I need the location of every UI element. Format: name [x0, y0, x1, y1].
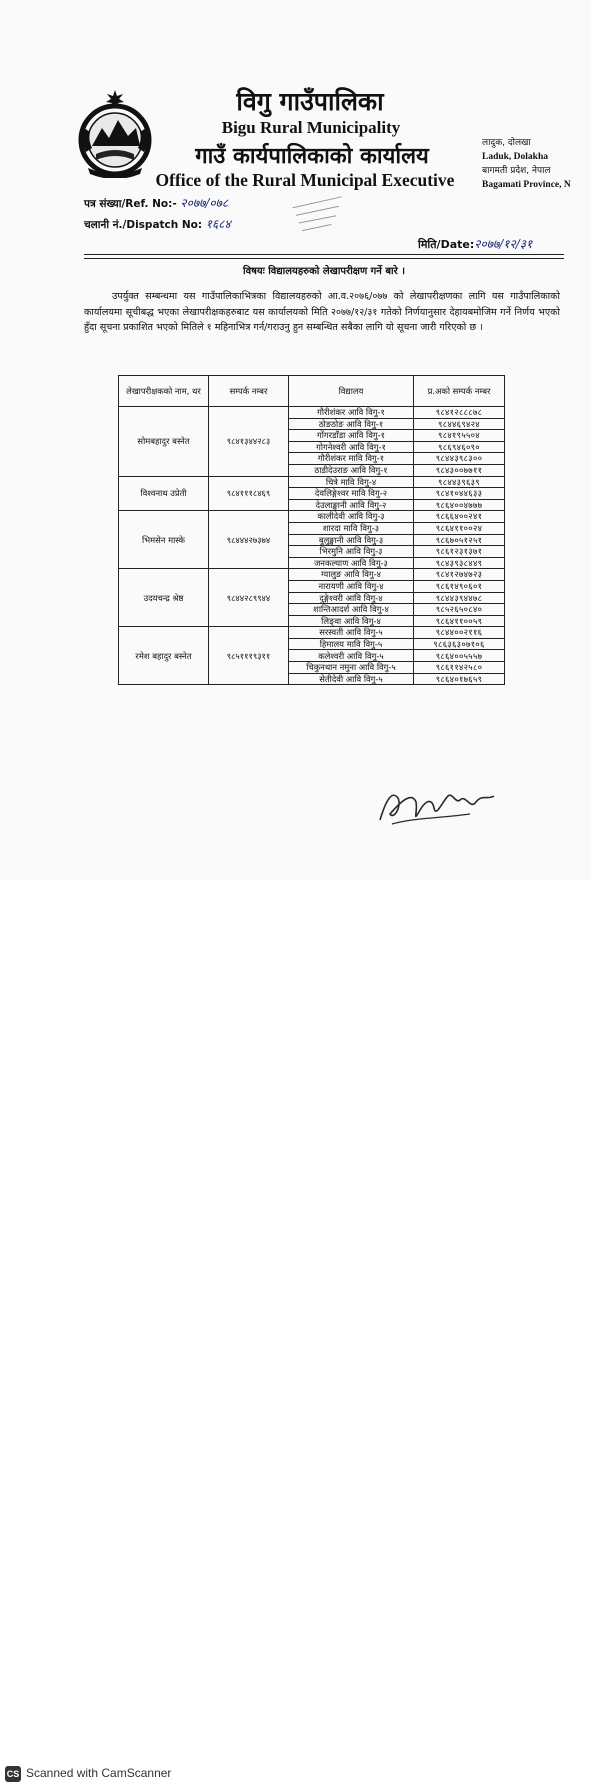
- column-header-principal-contact: प्र.अको सम्पर्क नम्बर: [414, 376, 505, 407]
- school-name-cell: लिङ्वा आवि विगु-४: [289, 615, 414, 627]
- column-header-auditor: लेखापरीक्षकको नाम, थर: [119, 376, 209, 407]
- header-divider-bottom: [84, 258, 564, 259]
- school-name-cell: गौरीशंकर आवि विगु-१: [289, 407, 414, 419]
- auditor-contact-cell: ९८४१३४४२८३: [209, 407, 289, 477]
- notice-paragraph: उपर्युक्त सम्बन्धमा यस गाउँपालिकाभित्रका विद्यालयहरुको आ.व.२०७६/०७७ को लेखापरीक्षणका लागि यस गाउँपालिकाको कार्यालयमा सूचीबद्ध भएका लेखापरीक्षकहरुबाट यस कार्यालयको मिति २०७७/१२/३१ गतेको निर्णयानुसार देहायबमोजिम गर्ने निर्णय भएको हुँदा सूचना प्रकाशित भएको मितिले १ महिनाभित्र गर्न/गराउनु हुन सम्बन्धित सबैका लागि यो सूचना जारी गरिएको छ ।: [84, 291, 560, 334]
- reference-value: २०७७/०७८: [180, 196, 229, 210]
- letter-date: [418, 235, 532, 252]
- auditor-name-cell: रमेश बहादुर बस्नेत: [119, 627, 209, 685]
- column-header-contact: सम्पर्क नम्बर: [209, 376, 289, 407]
- table-row: [119, 569, 505, 581]
- principal-contact-cell: ९८६७०५१२५१: [414, 534, 505, 546]
- date-value: २०७७/१२/३१: [474, 237, 533, 251]
- camscanner-watermark: Scanned with CamScanner: [26, 1766, 172, 1780]
- principal-contact-cell: ९८६१२३१३७१: [414, 546, 505, 558]
- table-body: [119, 407, 505, 685]
- auditor-name-cell: भिमसेन मास्के: [119, 511, 209, 569]
- school-name-cell: दुङ्गेश्वरी आवि विगु-४: [289, 592, 414, 604]
- school-name-cell: चित्रे मावि विगु-४: [289, 476, 414, 488]
- municipality-title-english: Bigu Rural Municipality: [221, 118, 401, 137]
- dispatch-label: चलानी नं./Dispatch No:: [84, 219, 203, 231]
- office-title-nepali: गाउँ कार्यपालिकाको कार्यालय: [195, 144, 429, 169]
- school-name-cell: गोगनेश्वरी आवि विगु-१: [289, 441, 414, 453]
- handwritten-signature: [372, 780, 512, 830]
- principal-contact-cell: ९८६३६३०७१०६: [414, 638, 505, 650]
- auditor-name-cell: उदयचन्द्र श्रेष्ठ: [119, 569, 209, 627]
- school-name-cell: गौरीशंकर मावि विगु-१: [289, 453, 414, 465]
- letter-page: [0, 0, 591, 880]
- school-name-cell: बुलुङ्खानी आवि विगु-३: [289, 534, 414, 546]
- municipality-title-nepali: विगु गाउँपालिका: [236, 87, 384, 116]
- subject-line: विषयः विद्यालयहरुको लेखापरीक्षण गर्ने बारे ।: [242, 266, 405, 277]
- auditor-contact-cell: ९८५१११९३११: [209, 627, 289, 685]
- school-name-cell: शान्तिआदर्श आवि विगु-४: [289, 604, 414, 616]
- auditor-name-cell: सोमबहादुर बस्नेत: [119, 407, 209, 477]
- header-divider-top: [84, 254, 564, 255]
- school-name-cell: ठोङठोङ आवि विगु-१: [289, 418, 414, 430]
- address-nepali-line-1: लादुक, दोलखा: [482, 138, 531, 148]
- auditor-name-cell: विश्वनाथ उप्रेती: [119, 476, 209, 511]
- principal-contact-cell: ९८४१०४४६३३: [414, 488, 505, 500]
- received-stamp-icon: [288, 194, 352, 236]
- principal-contact-cell: ९८४४३९६३९: [414, 476, 505, 488]
- table-row: [119, 511, 505, 523]
- column-header-school: विद्यालय: [289, 376, 414, 407]
- principal-contact-cell: ९८६४००४७७७: [414, 499, 505, 511]
- principal-contact-cell: ९८४४३९८३००: [414, 453, 505, 465]
- principal-contact-cell: ९८४३००७७११: [414, 464, 505, 476]
- school-name-cell: ग्यालुङ आवि विगु-४: [289, 569, 414, 581]
- auditor-assignment-table: [118, 375, 505, 685]
- principal-contact-cell: ९८४४३९४४७८: [414, 592, 505, 604]
- auditor-contact-cell: ९८४१११८४६९: [209, 476, 289, 511]
- principal-contact-cell: ९८५२६५०८४०: [414, 604, 505, 616]
- table-row: [119, 407, 505, 419]
- school-name-cell: कालीदेवी आवि विगु-३: [289, 511, 414, 523]
- school-name-cell: जनकल्याण आवि विगु-३: [289, 557, 414, 569]
- principal-contact-cell: ९८४३९३८४४९: [414, 557, 505, 569]
- nepal-emblem-icon: [78, 88, 152, 178]
- table-row: [119, 627, 505, 639]
- school-name-cell: शारदा मावि विगु-३: [289, 522, 414, 534]
- scanner-footer: [0, 880, 591, 1780]
- principal-contact-cell: ९८६१४९०६०१: [414, 580, 505, 592]
- principal-contact-cell: ९८६४०१७६५९: [414, 673, 505, 685]
- auditor-contact-cell: ९८४४४२७३७४: [209, 511, 289, 569]
- principal-contact-cell: ९८४४००२११६: [414, 627, 505, 639]
- province-english: Bagamati Province, N: [482, 180, 571, 190]
- dispatch-number: [84, 215, 231, 232]
- office-title-english: Office of the Rural Municipal Executive: [155, 170, 455, 190]
- principal-contact-cell: ९८४४६९४२४: [414, 418, 505, 430]
- principal-contact-cell: ९८४१२७४७२३: [414, 569, 505, 581]
- camscanner-logo-icon: CS: [5, 1766, 21, 1782]
- school-name-cell: ठाडीदेउराङ आवि विगु-१: [289, 464, 414, 476]
- table-header-row: [119, 376, 505, 407]
- school-name-cell: देवलिङ्गेश्वर मावि विगु-२: [289, 488, 414, 500]
- school-name-cell: चिकुनथान नमुना आवि विगु-५: [289, 662, 414, 674]
- school-name-cell: हिमालय मावि विगु-५: [289, 638, 414, 650]
- principal-contact-cell: ९८४१२८८८७८: [414, 407, 505, 419]
- school-name-cell: भिरमुनि आवि विगु-३: [289, 546, 414, 558]
- school-name-cell: कलेश्वरी आवि विगु-५: [289, 650, 414, 662]
- reference-label: पत्र संख्या/Ref. No:-: [84, 198, 177, 210]
- principal-contact-cell: ९८६४००५५५७: [414, 650, 505, 662]
- auditor-contact-cell: ९८४४२८९९४४: [209, 569, 289, 627]
- school-name-cell: नारायणी आवि विगु-४: [289, 580, 414, 592]
- address-english: Laduk, Dolakha: [482, 152, 549, 162]
- table-row: [119, 476, 505, 488]
- notice-body: [84, 289, 560, 336]
- school-name-cell: सरस्वती आवि विगु-५: [289, 627, 414, 639]
- principal-contact-cell: ९८४१९५५०४: [414, 430, 505, 442]
- principal-contact-cell: ९८६११४२५८०: [414, 662, 505, 674]
- address-nepali-line-2: बागमती प्रदेश, नेपाल: [482, 166, 551, 176]
- school-name-cell: सेतीदेवी आवि विगु-५: [289, 673, 414, 685]
- dispatch-value: १६८४: [205, 217, 231, 231]
- principal-contact-cell: ९८६४११००५९: [414, 615, 505, 627]
- school-name-cell: देउलाङ्खानी आवि विगु-२: [289, 499, 414, 511]
- principal-contact-cell: ९८६४११००२४: [414, 522, 505, 534]
- date-label: मिति/Date:: [418, 238, 475, 251]
- principal-contact-cell: ९८६९४६०९०: [414, 441, 505, 453]
- reference-number: [84, 194, 228, 211]
- office-address: [482, 136, 571, 192]
- principal-contact-cell: ९८६६४००२४१: [414, 511, 505, 523]
- school-name-cell: गोंगरडाँडा आवि विगु-१: [289, 430, 414, 442]
